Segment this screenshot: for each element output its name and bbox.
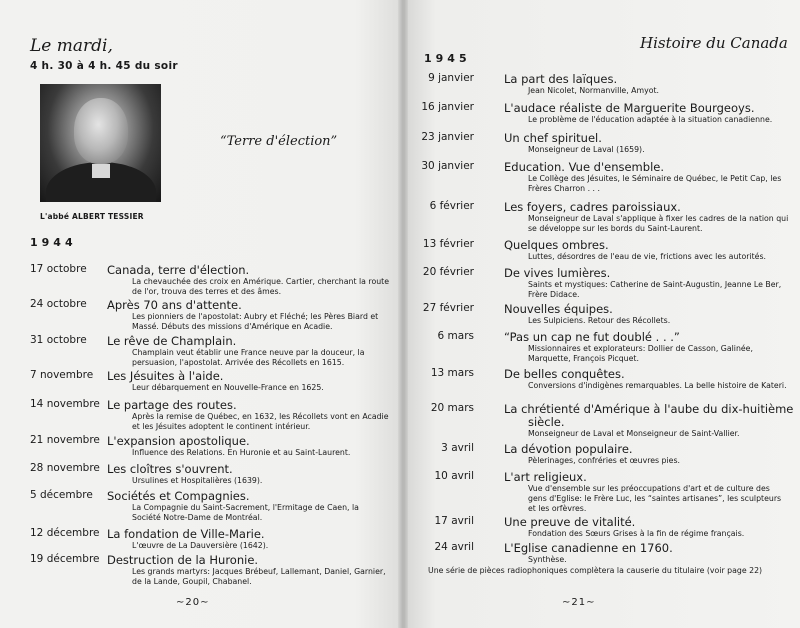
right-page-header: Histoire du Canada <box>640 34 788 52</box>
entry-date: 13 mars <box>430 367 474 379</box>
entry-date: 27 février <box>422 302 474 314</box>
entry-date: 19 décembre <box>30 553 100 565</box>
entry-title: Les Jésuites à l'aide. <box>107 369 224 383</box>
entry-description: La Compagnie du Saint-Sacrement, l'Ermitage de Caen, la Société Notre-Dame de Montréal. <box>132 503 359 522</box>
entry-date: 23 janvier <box>421 131 474 143</box>
entry-description: Monseigneur de Laval et Monseigneur de Saint-Vallier. <box>528 429 740 438</box>
entry-date: 13 février <box>422 238 474 250</box>
entry-date: 31 octobre <box>30 334 87 346</box>
entry-title: Nouvelles équipes. <box>504 302 613 316</box>
entry-description: L'œuvre de La Dauversière (1642). <box>132 541 269 550</box>
entry-date: 21 novembre <box>30 434 100 446</box>
folio-ornament-left: ∼ <box>562 597 572 608</box>
entry-date: 7 novembre <box>30 369 94 381</box>
entry-title: Sociétés et Compagnies. <box>107 489 250 503</box>
folio-number: 20 <box>185 597 201 608</box>
entry-title: Destruction de la Huronie. <box>107 553 259 567</box>
entry-title: La chrétienté d'Amérique à l'aube du dix-huitième <box>504 402 794 416</box>
entry-date: 24 octobre <box>30 298 87 310</box>
left-page-header: Le mardi, <box>30 36 113 56</box>
entry-description: Monseigneur de Laval (1659). <box>528 145 645 154</box>
entry-date: 10 avril <box>434 470 474 482</box>
page-number <box>176 597 210 608</box>
entry-description: Le Collège des Jésuites, le Séminaire de Québec, le Petit Cap, les Frères Charron . . . <box>528 174 782 193</box>
entry-description: Champlain veut établir une France neuve par la douceur, la persuasion, l'apostolat. Arrivée des Récollets en 1615. <box>132 348 365 367</box>
entry-date: 6 février <box>429 200 474 212</box>
entry-title: Après 70 ans d'attente. <box>107 298 242 312</box>
entry-title: Les cloîtres s'ouvrent. <box>107 462 233 476</box>
folio-number: 21 <box>571 597 587 608</box>
broadcast-time: 4 h. 30 à 4 h. 45 du soir <box>30 60 178 72</box>
entry-description: Jean Nicolet, Normanville, Amyot. <box>528 86 660 95</box>
entry-date: 16 janvier <box>421 101 474 113</box>
entry-date: 12 décembre <box>30 527 100 539</box>
portrait-photo <box>40 84 161 202</box>
entry-description: Luttes, désordres de l'eau de vie, frictions avec les autorités. <box>528 252 766 261</box>
entry-title: La dévotion populaire. <box>504 442 633 456</box>
entry-description: Leur débarquement en Nouvelle-France en 1625. <box>132 383 324 392</box>
entry-date: 24 avril <box>434 541 474 553</box>
folio-ornament-left: ∼ <box>176 597 186 608</box>
entry-description: Ursulines et Hospitalières (1639). <box>132 476 263 485</box>
portrait-caption: L'abbé ALBERT TESSIER <box>40 212 144 221</box>
entry-description: Le problème de l'éducation adaptée à la situation canadienne. <box>528 115 773 124</box>
right-page <box>404 0 800 628</box>
entry-date: 20 février <box>422 266 474 278</box>
entry-title: La part des laïques. <box>504 72 618 86</box>
entry-description: Pèlerinages, confréries et œuvres pies. <box>528 456 681 465</box>
entry-date: 17 octobre <box>30 263 87 275</box>
entry-title: Une preuve de vitalité. <box>504 515 636 529</box>
entry-description: Saints et mystiques: Catherine de Saint-Augustin, Jeanne Le Ber, Frère Didace. <box>528 280 782 299</box>
entry-title: L'Eglise canadienne en 1760. <box>504 541 673 555</box>
entry-title: “Pas un cap ne fut doublé . . .” <box>504 330 680 344</box>
entry-description: Les pionniers de l'apostolat: Aubry et Fléché; les Pères Biard et Massé. Débuts des missions d'Amérique en Acadie. <box>132 312 379 331</box>
entry-description: Monseigneur de Laval s'applique à fixer les cadres de la nation qui se développe sur les bords du Saint-Laurent. <box>528 214 789 233</box>
entry-description: Missionnaires et explorateurs: Dollier de Casson, Galinée, Marquette, François Picquet. <box>528 344 753 363</box>
entry-description: La chevauchée des croix en Amérique. Cartier, cherchant la route de l'or, trouva des terres et des âmes. <box>132 277 390 296</box>
entry-description: Influence des Relations. En Huronie et au Saint-Laurent. <box>132 448 351 457</box>
entry-description: Fondation des Sœurs Grises à la fin de régime français. <box>528 529 745 538</box>
entry-description: Après la remise de Québec, en 1632, les Récollets vont en Acadie et les Jésuites adoptent le continent intérieur. <box>132 412 389 431</box>
entry-title: De belles conquêtes. <box>504 367 625 381</box>
entry-description: Les grands martyrs: Jacques Brébeuf, Lallemant, Daniel, Garnier, de la Lande, Goupil, Chabanel. <box>132 567 386 586</box>
entry-description: Synthèse. <box>528 555 567 564</box>
entry-title: Les foyers, cadres paroissiaux. <box>504 200 681 214</box>
entry-title: Un chef spirituel. <box>504 131 602 145</box>
page-number <box>562 597 596 608</box>
entry-date: 9 janvier <box>428 72 474 84</box>
entry-title: L'art religieux. <box>504 470 587 484</box>
book-gutter <box>398 0 408 628</box>
entry-title: Canada, terre d'élection. <box>107 263 250 277</box>
entry-date: 14 novembre <box>30 398 100 410</box>
folio-ornament-right: ∼ <box>200 597 210 608</box>
entry-title: Le rêve de Champlain. <box>107 334 237 348</box>
entry-title-continuation: siècle. <box>528 415 565 429</box>
entry-date: 6 mars <box>437 330 474 342</box>
entry-title: Le partage des routes. <box>107 398 237 412</box>
entry-description: Les Sulpiciens. Retour des Récollets. <box>528 316 671 325</box>
footnote: Une série de pièces radiophoniques complètera la causerie du titulaire (voir page 22) <box>428 566 763 575</box>
entry-title: L'expansion apostolique. <box>107 434 250 448</box>
entry-description: Conversions d'indigènes remarquables. La belle histoire de Kateri. <box>528 381 787 390</box>
entry-description: Vue d'ensemble sur les préoccupations d'art et de culture des gens d'Eglise: le Frère Luc, les “saintes artisanes”, les sculpteurs et les orfèvres. <box>528 484 782 513</box>
folio-ornament-right: ∼ <box>586 597 596 608</box>
entry-date: 30 janvier <box>421 160 474 172</box>
portrait-face <box>74 98 128 164</box>
entry-title: Quelques ombres. <box>504 238 609 252</box>
entry-title: De vives lumières. <box>504 266 611 280</box>
feature-title: “Terre d'élection” <box>220 134 338 149</box>
year-heading: 1944 <box>30 236 77 249</box>
year-heading: 1945 <box>424 52 471 65</box>
entry-date: 28 novembre <box>30 462 100 474</box>
entry-title: L'audace réaliste de Marguerite Bourgeoys. <box>504 101 755 115</box>
entry-date: 3 avril <box>441 442 474 454</box>
entry-date: 20 mars <box>430 402 474 414</box>
entry-date: 5 décembre <box>30 489 93 501</box>
portrait-collar <box>92 164 110 178</box>
entry-date: 17 avril <box>434 515 474 527</box>
entry-title: La fondation de Ville-Marie. <box>107 527 265 541</box>
entry-title: Education. Vue d'ensemble. <box>504 160 664 174</box>
